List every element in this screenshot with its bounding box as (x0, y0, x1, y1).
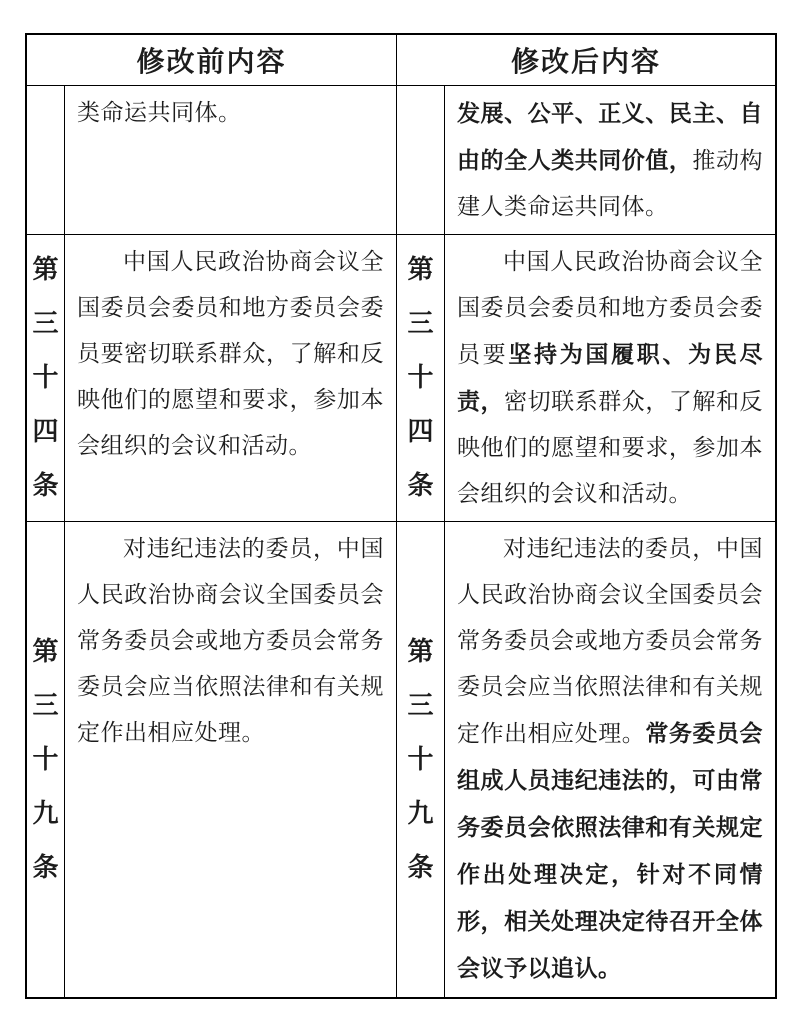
after-paragraph (457, 239, 763, 517)
article-char: 三 (407, 309, 434, 338)
article-char: 三 (32, 309, 59, 338)
article-char: 九 (407, 798, 434, 828)
article-char: 十 (32, 363, 59, 392)
text-segment: 类命运共同体。 (77, 100, 242, 125)
before-content-cell (65, 86, 397, 235)
article-char: 条 (407, 852, 434, 882)
amended-text-segment: 发展、公平、正义、民主、自由的全人类共同价值， (457, 100, 763, 173)
article-char: 第 (407, 636, 434, 666)
header-after-column: 修改后内容 (397, 35, 775, 86)
after-paragraph (457, 526, 763, 992)
before-content-cell (65, 522, 397, 997)
article-char: 十 (32, 744, 59, 774)
amended-text-segment: 常务委员会组成人员违纪违法的，可由常务委员会依照法律和有关规定作出处理决定，针对不同情形，相关处理决定待召开全体会议予以追认。 (457, 720, 764, 981)
text-segment: 对违纪违法的委员，中国人民政治协商会议全国委员会常务委员会或地方委员会常务委员会应当依照法律和有关规定作出相应处理。 (77, 536, 384, 745)
article-char: 第 (407, 255, 434, 284)
article-number-cell-after (397, 522, 445, 997)
article-char: 九 (32, 798, 59, 828)
article-char: 条 (32, 471, 59, 500)
article-number-cell-after (397, 86, 445, 235)
article-char: 十 (407, 744, 434, 774)
text-segment: 密切联系群众，了解和反映他们的愿望和要求，参加本会组织的会议和活动。 (457, 389, 764, 506)
article-number-cell-after (397, 235, 445, 522)
text-segment: 对违纪违法的委员，中国人民政治协商会议全国委员会常务委员会或地方委员会常务委员会应当依照法律和有关规定作出相应处理。 (457, 536, 763, 746)
text-segment: 推动构建人类命运共同体。 (457, 148, 764, 219)
text-segment: 中国人民政治协商会议全国委员会委员和地方委员会委员要 (457, 249, 763, 367)
after-content-cell (445, 522, 775, 997)
article-char: 第 (32, 255, 59, 284)
before-content-cell (65, 235, 397, 522)
article-number-cell-before (27, 235, 65, 522)
before-paragraph (77, 239, 384, 469)
comparison-table (25, 33, 777, 999)
before-paragraph (77, 90, 384, 136)
article-char: 第 (32, 636, 59, 666)
article-char: 十 (407, 363, 434, 392)
after-content-cell (445, 86, 775, 235)
article-number-cell-before (27, 522, 65, 997)
article-char: 条 (407, 471, 434, 500)
article-number-cell-before (27, 86, 65, 235)
after-paragraph (457, 90, 763, 230)
article-char: 三 (407, 690, 434, 720)
header-before-column: 修改前内容 (27, 35, 397, 86)
before-paragraph (77, 526, 384, 756)
text-segment: 中国人民政治协商会议全国委员会委员和地方委员会委员要密切联系群众，了解和反映他们的愿望和要求，参加本会组织的会议和活动。 (77, 249, 384, 458)
article-char: 三 (32, 690, 59, 720)
article-char: 四 (407, 417, 434, 446)
article-char: 条 (32, 852, 59, 882)
after-content-cell (445, 235, 775, 522)
amended-text-segment: 坚持为国履职、为民尽责， (457, 341, 764, 414)
article-char: 四 (32, 417, 59, 446)
